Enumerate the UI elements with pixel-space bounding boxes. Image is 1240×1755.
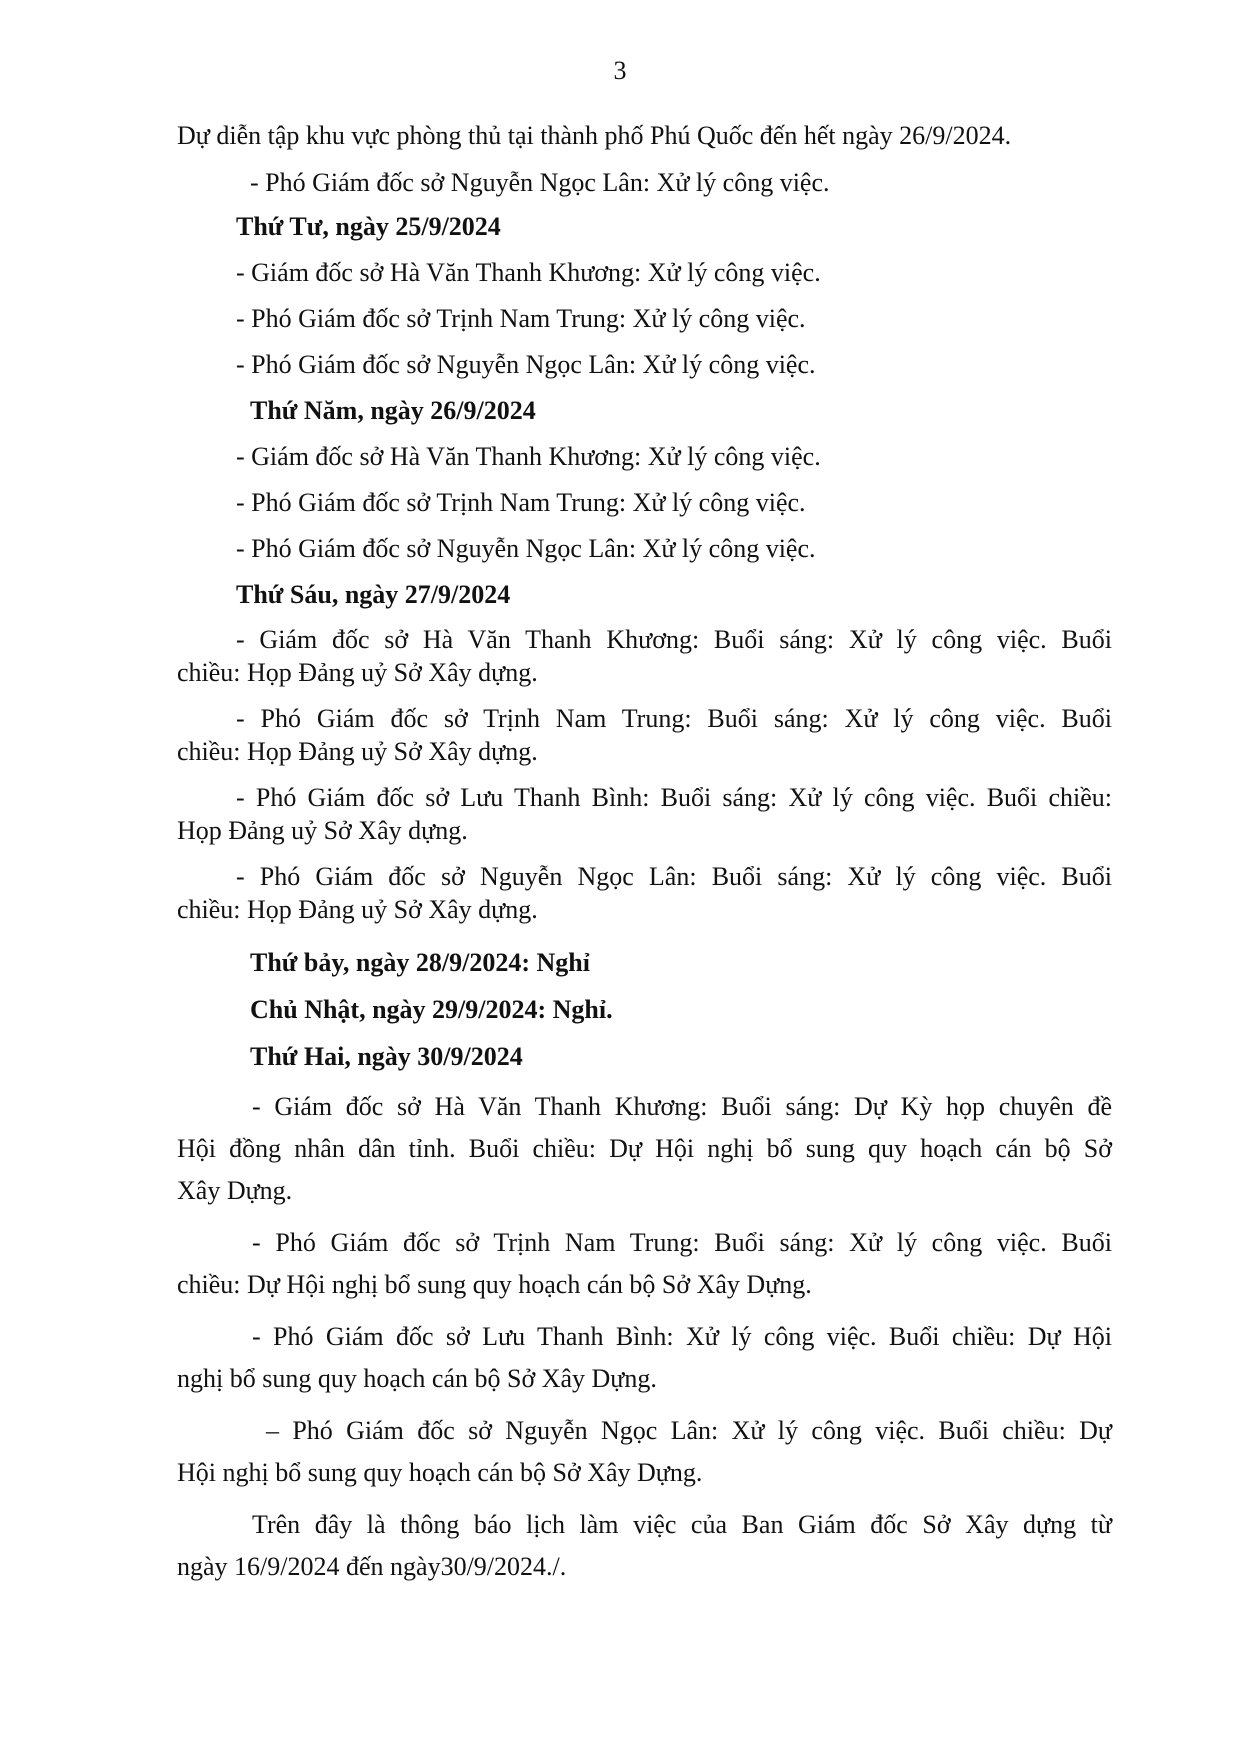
fri-item-3-line1: - Phó Giám đốc sở Lưu Thanh Bình: Buổi sáng: Xử lý công việc. Buổi chiều: — [236, 783, 1112, 812]
mon-item-4-line1: – Phó Giám đốc sở Nguyễn Ngọc Lân: Xử lý công việc. Buổi chiều: Dự — [266, 1416, 1112, 1445]
thu-item-2: - Phó Giám đốc sở Trịnh Nam Trung: Xử lý công việc. — [236, 488, 806, 517]
fri-item-2-line1: - Phó Giám đốc sở Trịnh Nam Trung: Buổi sáng: Xử lý công việc. Buổi — [236, 704, 1112, 733]
thu-item-1: - Giám đốc sở Hà Văn Thanh Khương: Xử lý công việc. — [236, 442, 821, 471]
heading-thursday: Thứ Năm, ngày 26/9/2024 — [250, 396, 536, 425]
fri-item-4-line1: - Phó Giám đốc sở Nguyễn Ngọc Lân: Buổi sáng: Xử lý công việc. Buổi — [236, 862, 1112, 891]
heading-sunday: Chủ Nhật, ngày 29/9/2024: Nghỉ. — [250, 995, 613, 1024]
heading-monday: Thứ Hai, ngày 30/9/2024 — [250, 1042, 523, 1071]
mon-item-2-line1: - Phó Giám đốc sở Trịnh Nam Trung: Buổi sáng: Xử lý công việc. Buổi — [252, 1228, 1112, 1257]
heading-friday: Thứ Sáu, ngày 27/9/2024 — [236, 580, 511, 609]
fri-item-2-line2: chiều: Họp Đảng uỷ Sở Xây dựng. — [177, 737, 538, 766]
mon-item-3-line1: - Phó Giám đốc sở Lưu Thanh Bình: Xử lý công việc. Buổi chiều: Dự Hội — [252, 1322, 1112, 1351]
mon-item-1-line1: - Giám đốc sở Hà Văn Thanh Khương: Buổi sáng: Dự Kỳ họp chuyên đề — [252, 1092, 1112, 1121]
page-number: 3 — [613, 56, 627, 85]
wed-item-2: - Phó Giám đốc sở Trịnh Nam Trung: Xử lý công việc. — [236, 304, 806, 333]
intro-item: - Phó Giám đốc sở Nguyễn Ngọc Lân: Xử lý công việc. — [250, 168, 830, 197]
wed-item-1: - Giám đốc sở Hà Văn Thanh Khương: Xử lý công việc. — [236, 258, 821, 287]
fri-item-4-line2: chiều: Họp Đảng uỷ Sở Xây dựng. — [177, 895, 538, 924]
heading-saturday: Thứ bảy, ngày 28/9/2024: Nghỉ — [250, 948, 590, 977]
fri-item-1-line2: chiều: Họp Đảng uỷ Sở Xây dựng. — [177, 658, 538, 687]
closing-line2: ngày 16/9/2024 đến ngày30/9/2024./. — [177, 1552, 567, 1581]
fri-item-3-line2: Họp Đảng uỷ Sở Xây dựng. — [177, 816, 468, 845]
closing-line1: Trên đây là thông báo lịch làm việc của Ban Giám đốc Sở Xây dựng từ — [252, 1510, 1112, 1539]
mon-item-1-line3: Xây Dựng. — [177, 1176, 293, 1205]
fri-item-1-line1: - Giám đốc sở Hà Văn Thanh Khương: Buổi sáng: Xử lý công việc. Buổi — [236, 625, 1112, 654]
mon-item-2-line2: chiều: Dự Hội nghị bổ sung quy hoạch cán bộ Sở Xây Dựng. — [177, 1270, 812, 1299]
thu-item-3: - Phó Giám đốc sở Nguyễn Ngọc Lân: Xử lý công việc. — [236, 534, 816, 563]
heading-wednesday: Thứ Tư, ngày 25/9/2024 — [236, 212, 501, 241]
intro-continuation: Dự diễn tập khu vực phòng thủ tại thành phố Phú Quốc đến hết ngày 26/9/2024. — [177, 121, 1012, 150]
mon-item-4-line2: Hội nghị bổ sung quy hoạch cán bộ Sở Xây Dựng. — [177, 1458, 703, 1487]
wed-item-3: - Phó Giám đốc sở Nguyễn Ngọc Lân: Xử lý công việc. — [236, 350, 816, 379]
mon-item-1-line2: Hội đồng nhân dân tỉnh. Buổi chiều: Dự Hội nghị bổ sung quy hoạch cán bộ Sở — [177, 1134, 1112, 1163]
mon-item-3-line2: nghị bổ sung quy hoạch cán bộ Sở Xây Dựng. — [177, 1364, 657, 1393]
